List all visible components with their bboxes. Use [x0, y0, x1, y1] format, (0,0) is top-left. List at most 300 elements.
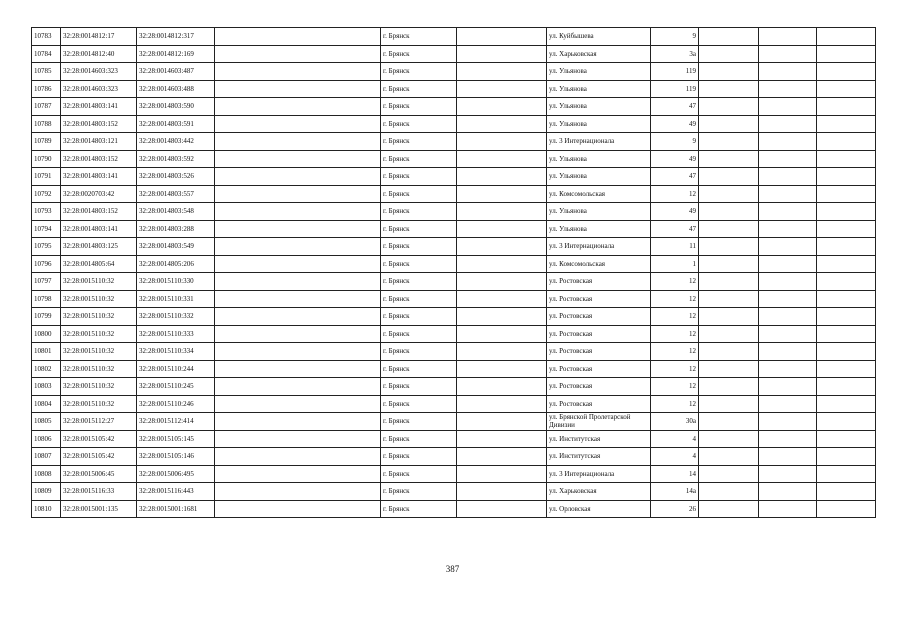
cell-empty: [817, 308, 876, 326]
cell-city: г. Брянск: [381, 308, 457, 326]
cell-house-number: 14а: [651, 483, 699, 501]
cell-house-number: 3а: [651, 45, 699, 63]
cell-house-number: 12: [651, 360, 699, 378]
cell-empty: [215, 255, 381, 273]
table-row: [32, 45, 876, 63]
cell-empty: [817, 325, 876, 343]
cell-empty: [215, 238, 381, 256]
cell-parcel-cadastral-number: 32:28:0014803:121: [61, 133, 137, 151]
table-row: [32, 63, 876, 81]
cell-house-number: 47: [651, 220, 699, 238]
cell-object-cadastral-number: 32:28:0014805:206: [137, 255, 215, 273]
cell-empty: [699, 255, 759, 273]
cell-empty: [699, 168, 759, 186]
cell-empty: [817, 465, 876, 483]
cell-city: г. Брянск: [381, 483, 457, 501]
cell-empty: [699, 448, 759, 466]
cell-empty: [457, 185, 547, 203]
cell-empty: [817, 28, 876, 46]
cell-empty: [457, 500, 547, 518]
cell-empty: [215, 343, 381, 361]
cell-empty: [457, 203, 547, 221]
cell-empty: [699, 290, 759, 308]
cell-empty: [457, 28, 547, 46]
cell-parcel-cadastral-number: 32:28:0015006:45: [61, 465, 137, 483]
cell-object-cadastral-number: 32:28:0014803:442: [137, 133, 215, 151]
cell-object-cadastral-number: 32:28:0014803:549: [137, 238, 215, 256]
cell-record-number: 10805: [32, 413, 61, 431]
cell-empty: [457, 63, 547, 81]
cell-empty: [457, 115, 547, 133]
cell-empty: [817, 80, 876, 98]
table-row: [32, 360, 876, 378]
cell-object-cadastral-number: 32:28:0014803:288: [137, 220, 215, 238]
cell-house-number: 12: [651, 308, 699, 326]
cell-house-number: 12: [651, 273, 699, 291]
cell-empty: [817, 98, 876, 116]
cell-record-number: 10784: [32, 45, 61, 63]
cell-empty: [457, 98, 547, 116]
cell-street: ул. Харьковская: [547, 45, 651, 63]
cell-city: г. Брянск: [381, 255, 457, 273]
cell-empty: [759, 465, 817, 483]
cell-parcel-cadastral-number: 32:28:0014803:125: [61, 238, 137, 256]
table-row: [32, 220, 876, 238]
cell-object-cadastral-number: 32:28:0015001:1681: [137, 500, 215, 518]
cell-empty: [759, 290, 817, 308]
cell-record-number: 10783: [32, 28, 61, 46]
cell-object-cadastral-number: 32:28:0014603:487: [137, 63, 215, 81]
cell-parcel-cadastral-number: 32:28:0015112:27: [61, 413, 137, 431]
cell-record-number: 10789: [32, 133, 61, 151]
cell-empty: [759, 483, 817, 501]
cell-empty: [817, 133, 876, 151]
cell-house-number: 30а: [651, 413, 699, 431]
table-row: [32, 325, 876, 343]
cell-house-number: 4: [651, 448, 699, 466]
cell-house-number: 12: [651, 290, 699, 308]
table-row: [32, 185, 876, 203]
cell-record-number: 10802: [32, 360, 61, 378]
cell-empty: [759, 28, 817, 46]
cell-parcel-cadastral-number: 32:28:0015110:32: [61, 273, 137, 291]
cell-empty: [817, 273, 876, 291]
cell-empty: [817, 290, 876, 308]
cell-city: г. Брянск: [381, 395, 457, 413]
cell-house-number: 1: [651, 255, 699, 273]
cell-city: г. Брянск: [381, 63, 457, 81]
cell-record-number: 10787: [32, 98, 61, 116]
cell-street: ул. Ульянова: [547, 80, 651, 98]
cell-house-number: 12: [651, 325, 699, 343]
cell-parcel-cadastral-number: 32:28:0014803:152: [61, 150, 137, 168]
cell-empty: [817, 448, 876, 466]
cell-empty: [215, 80, 381, 98]
cell-empty: [215, 483, 381, 501]
table-row: [32, 308, 876, 326]
cell-empty: [457, 360, 547, 378]
cell-parcel-cadastral-number: 32:28:0015116:33: [61, 483, 137, 501]
cell-record-number: 10804: [32, 395, 61, 413]
cell-city: г. Брянск: [381, 448, 457, 466]
cell-city: г. Брянск: [381, 500, 457, 518]
table-row: [32, 98, 876, 116]
cell-empty: [759, 500, 817, 518]
cell-parcel-cadastral-number: 32:28:0014805:64: [61, 255, 137, 273]
cell-empty: [759, 343, 817, 361]
cell-empty: [457, 273, 547, 291]
cell-object-cadastral-number: 32:28:0014803:548: [137, 203, 215, 221]
cell-street: ул. Ульянова: [547, 203, 651, 221]
cell-record-number: 10800: [32, 325, 61, 343]
cell-empty: [699, 133, 759, 151]
cell-street: ул. Брянской Пролетарской Дивизии: [547, 413, 651, 431]
cell-record-number: 10795: [32, 238, 61, 256]
cell-street: ул. Ростовская: [547, 395, 651, 413]
table-row: [32, 203, 876, 221]
table-row: [32, 255, 876, 273]
cell-empty: [699, 185, 759, 203]
cell-empty: [699, 308, 759, 326]
cell-record-number: 10794: [32, 220, 61, 238]
cell-object-cadastral-number: 32:28:0015110:333: [137, 325, 215, 343]
cell-empty: [457, 80, 547, 98]
cell-empty: [215, 220, 381, 238]
cell-city: г. Брянск: [381, 203, 457, 221]
cell-empty: [759, 63, 817, 81]
cell-empty: [699, 360, 759, 378]
cell-empty: [215, 413, 381, 431]
cell-house-number: 4: [651, 430, 699, 448]
cell-city: г. Брянск: [381, 378, 457, 396]
cell-record-number: 10799: [32, 308, 61, 326]
cell-record-number: 10801: [32, 343, 61, 361]
cell-house-number: 9: [651, 133, 699, 151]
cell-object-cadastral-number: 32:28:0015110:245: [137, 378, 215, 396]
cell-empty: [817, 483, 876, 501]
cell-empty: [457, 448, 547, 466]
cell-object-cadastral-number: 32:28:0014803:557: [137, 185, 215, 203]
table-row: [32, 168, 876, 186]
table-row: [32, 465, 876, 483]
cell-street: ул. Ульянова: [547, 168, 651, 186]
cell-house-number: 12: [651, 378, 699, 396]
cell-parcel-cadastral-number: 32:28:0014603:323: [61, 63, 137, 81]
cell-empty: [759, 273, 817, 291]
cell-parcel-cadastral-number: 32:28:0015110:32: [61, 378, 137, 396]
cell-empty: [759, 360, 817, 378]
cell-empty: [215, 28, 381, 46]
cell-empty: [699, 220, 759, 238]
cell-empty: [817, 255, 876, 273]
cell-empty: [817, 395, 876, 413]
cell-empty: [699, 150, 759, 168]
cell-empty: [817, 413, 876, 431]
table-row: [32, 115, 876, 133]
cell-empty: [215, 325, 381, 343]
cell-house-number: 49: [651, 203, 699, 221]
cell-empty: [699, 273, 759, 291]
cell-street: ул. 3 Интернационала: [547, 465, 651, 483]
cell-empty: [215, 273, 381, 291]
cell-empty: [215, 185, 381, 203]
cell-empty: [817, 115, 876, 133]
cell-record-number: 10785: [32, 63, 61, 81]
cell-empty: [457, 168, 547, 186]
cell-empty: [699, 378, 759, 396]
cell-record-number: 10806: [32, 430, 61, 448]
cell-house-number: 49: [651, 150, 699, 168]
cell-empty: [457, 238, 547, 256]
cell-parcel-cadastral-number: 32:28:0014803:152: [61, 115, 137, 133]
cell-empty: [759, 430, 817, 448]
table-row: [32, 413, 876, 431]
table-row: [32, 290, 876, 308]
cell-empty: [215, 115, 381, 133]
cell-parcel-cadastral-number: 32:28:0020703:42: [61, 185, 137, 203]
cell-city: г. Брянск: [381, 150, 457, 168]
cell-object-cadastral-number: 32:28:0015110:246: [137, 395, 215, 413]
cell-record-number: 10797: [32, 273, 61, 291]
cell-record-number: 10808: [32, 465, 61, 483]
cell-object-cadastral-number: 32:28:0015116:443: [137, 483, 215, 501]
cell-object-cadastral-number: 32:28:0015112:414: [137, 413, 215, 431]
cell-empty: [699, 413, 759, 431]
cell-record-number: 10807: [32, 448, 61, 466]
cell-city: г. Брянск: [381, 430, 457, 448]
cell-street: ул. Ростовская: [547, 343, 651, 361]
table-row: [32, 133, 876, 151]
cell-parcel-cadastral-number: 32:28:0014812:40: [61, 45, 137, 63]
cell-city: г. Брянск: [381, 220, 457, 238]
cell-city: г. Брянск: [381, 343, 457, 361]
cell-object-cadastral-number: 32:28:0015110:334: [137, 343, 215, 361]
cell-empty: [759, 168, 817, 186]
cell-object-cadastral-number: 32:28:0014603:488: [137, 80, 215, 98]
cell-city: г. Брянск: [381, 28, 457, 46]
cell-empty: [817, 500, 876, 518]
cell-house-number: 26: [651, 500, 699, 518]
cell-empty: [699, 325, 759, 343]
cell-object-cadastral-number: 32:28:0015110:330: [137, 273, 215, 291]
cell-record-number: 10803: [32, 378, 61, 396]
cell-empty: [817, 360, 876, 378]
cell-record-number: 10792: [32, 185, 61, 203]
cell-city: г. Брянск: [381, 325, 457, 343]
table-row: [32, 150, 876, 168]
cell-parcel-cadastral-number: 32:28:0014803:141: [61, 98, 137, 116]
cell-empty: [817, 63, 876, 81]
cell-city: г. Брянск: [381, 273, 457, 291]
cell-parcel-cadastral-number: 32:28:0015105:42: [61, 430, 137, 448]
table-row: [32, 343, 876, 361]
cell-record-number: 10798: [32, 290, 61, 308]
cell-object-cadastral-number: 32:28:0015110:244: [137, 360, 215, 378]
cell-empty: [817, 45, 876, 63]
cell-street: ул. Ростовская: [547, 308, 651, 326]
cell-house-number: 47: [651, 168, 699, 186]
cell-street: ул. Ульянова: [547, 150, 651, 168]
cell-empty: [759, 115, 817, 133]
table-row: [32, 273, 876, 291]
cell-empty: [457, 220, 547, 238]
cell-empty: [759, 395, 817, 413]
cell-empty: [215, 290, 381, 308]
cell-parcel-cadastral-number: 32:28:0015110:32: [61, 343, 137, 361]
cell-street: ул. Ульянова: [547, 63, 651, 81]
cell-empty: [699, 238, 759, 256]
cell-object-cadastral-number: 32:28:0015105:146: [137, 448, 215, 466]
cell-empty: [215, 98, 381, 116]
cell-empty: [817, 185, 876, 203]
cell-street: ул. Ульянова: [547, 220, 651, 238]
cell-empty: [817, 238, 876, 256]
cell-empty: [457, 395, 547, 413]
cell-record-number: 10786: [32, 80, 61, 98]
cell-empty: [699, 98, 759, 116]
cell-parcel-cadastral-number: 32:28:0014803:141: [61, 220, 137, 238]
cell-empty: [759, 378, 817, 396]
cell-empty: [699, 80, 759, 98]
cell-street: ул. Институтская: [547, 448, 651, 466]
cell-empty: [759, 203, 817, 221]
cell-parcel-cadastral-number: 32:28:0015105:42: [61, 448, 137, 466]
cell-city: г. Брянск: [381, 98, 457, 116]
cell-parcel-cadastral-number: 32:28:0015110:32: [61, 325, 137, 343]
cell-empty: [759, 308, 817, 326]
cell-object-cadastral-number: 32:28:0015006:495: [137, 465, 215, 483]
cell-empty: [817, 343, 876, 361]
cell-object-cadastral-number: 32:28:0015110:331: [137, 290, 215, 308]
cell-empty: [215, 45, 381, 63]
cell-city: г. Брянск: [381, 413, 457, 431]
cell-empty: [699, 115, 759, 133]
cell-empty: [457, 483, 547, 501]
cell-empty: [759, 150, 817, 168]
cell-record-number: 10810: [32, 500, 61, 518]
cell-empty: [457, 255, 547, 273]
cell-record-number: 10791: [32, 168, 61, 186]
cell-empty: [817, 203, 876, 221]
cell-street: ул. Ульянова: [547, 115, 651, 133]
cell-street: ул. Ростовская: [547, 290, 651, 308]
cell-object-cadastral-number: 32:28:0014812:169: [137, 45, 215, 63]
cell-street: ул. Куйбышева: [547, 28, 651, 46]
cell-street: ул. Ростовская: [547, 325, 651, 343]
cell-object-cadastral-number: 32:28:0015105:145: [137, 430, 215, 448]
cell-empty: [759, 185, 817, 203]
cell-parcel-cadastral-number: 32:28:0014812:17: [61, 28, 137, 46]
cell-empty: [215, 168, 381, 186]
cell-empty: [215, 133, 381, 151]
cell-house-number: 49: [651, 115, 699, 133]
cell-street: ул. 3 Интернационала: [547, 238, 651, 256]
cell-record-number: 10793: [32, 203, 61, 221]
cell-empty: [457, 45, 547, 63]
cell-empty: [699, 500, 759, 518]
cell-empty: [457, 133, 547, 151]
cell-empty: [699, 28, 759, 46]
cell-house-number: 9: [651, 28, 699, 46]
cell-city: г. Брянск: [381, 133, 457, 151]
cell-object-cadastral-number: 32:28:0015110:332: [137, 308, 215, 326]
cell-empty: [699, 465, 759, 483]
cell-house-number: 47: [651, 98, 699, 116]
cell-empty: [759, 80, 817, 98]
cell-empty: [759, 98, 817, 116]
cell-empty: [457, 413, 547, 431]
table-row: [32, 448, 876, 466]
cell-empty: [457, 465, 547, 483]
cell-parcel-cadastral-number: 32:28:0014803:141: [61, 168, 137, 186]
cell-empty: [759, 255, 817, 273]
cell-city: г. Брянск: [381, 238, 457, 256]
cell-empty: [759, 325, 817, 343]
cell-empty: [215, 378, 381, 396]
cell-street: ул. Комсомольская: [547, 255, 651, 273]
cell-house-number: 12: [651, 395, 699, 413]
cell-object-cadastral-number: 32:28:0014803:592: [137, 150, 215, 168]
cell-city: г. Брянск: [381, 80, 457, 98]
cell-empty: [759, 413, 817, 431]
cell-parcel-cadastral-number: 32:28:0015110:32: [61, 360, 137, 378]
cell-parcel-cadastral-number: 32:28:0015110:32: [61, 290, 137, 308]
cell-empty: [215, 360, 381, 378]
cell-parcel-cadastral-number: 32:28:0015001:135: [61, 500, 137, 518]
cell-city: г. Брянск: [381, 185, 457, 203]
cell-empty: [215, 63, 381, 81]
cell-empty: [215, 203, 381, 221]
cell-empty: [699, 483, 759, 501]
cell-street: ул. Ульянова: [547, 98, 651, 116]
cell-empty: [759, 220, 817, 238]
cell-street: ул. 3 Интернационала: [547, 133, 651, 151]
cell-empty: [817, 378, 876, 396]
cell-empty: [457, 150, 547, 168]
cell-object-cadastral-number: 32:28:0014812:317: [137, 28, 215, 46]
cell-parcel-cadastral-number: 32:28:0014803:152: [61, 203, 137, 221]
cell-empty: [817, 150, 876, 168]
cell-street: ул. Орловская: [547, 500, 651, 518]
cell-empty: [817, 430, 876, 448]
cell-empty: [215, 500, 381, 518]
cell-empty: [699, 45, 759, 63]
register-table: [31, 27, 876, 518]
cell-empty: [215, 395, 381, 413]
table-row: [32, 483, 876, 501]
cell-empty: [699, 63, 759, 81]
cell-empty: [699, 430, 759, 448]
table-row: [32, 500, 876, 518]
register-table-body: [32, 28, 876, 518]
page-number: 387: [445, 564, 460, 574]
cell-empty: [817, 220, 876, 238]
cell-city: г. Брянск: [381, 168, 457, 186]
cell-street: ул. Институтская: [547, 430, 651, 448]
cell-street: ул. Ростовская: [547, 360, 651, 378]
cell-empty: [759, 45, 817, 63]
cell-city: г. Брянск: [381, 290, 457, 308]
table-row: [32, 28, 876, 46]
cell-city: г. Брянск: [381, 465, 457, 483]
cell-house-number: 119: [651, 63, 699, 81]
cell-empty: [457, 430, 547, 448]
cell-street: ул. Ростовская: [547, 378, 651, 396]
cell-parcel-cadastral-number: 32:28:0015110:32: [61, 395, 137, 413]
table-row: [32, 238, 876, 256]
cell-empty: [215, 448, 381, 466]
cell-empty: [699, 203, 759, 221]
